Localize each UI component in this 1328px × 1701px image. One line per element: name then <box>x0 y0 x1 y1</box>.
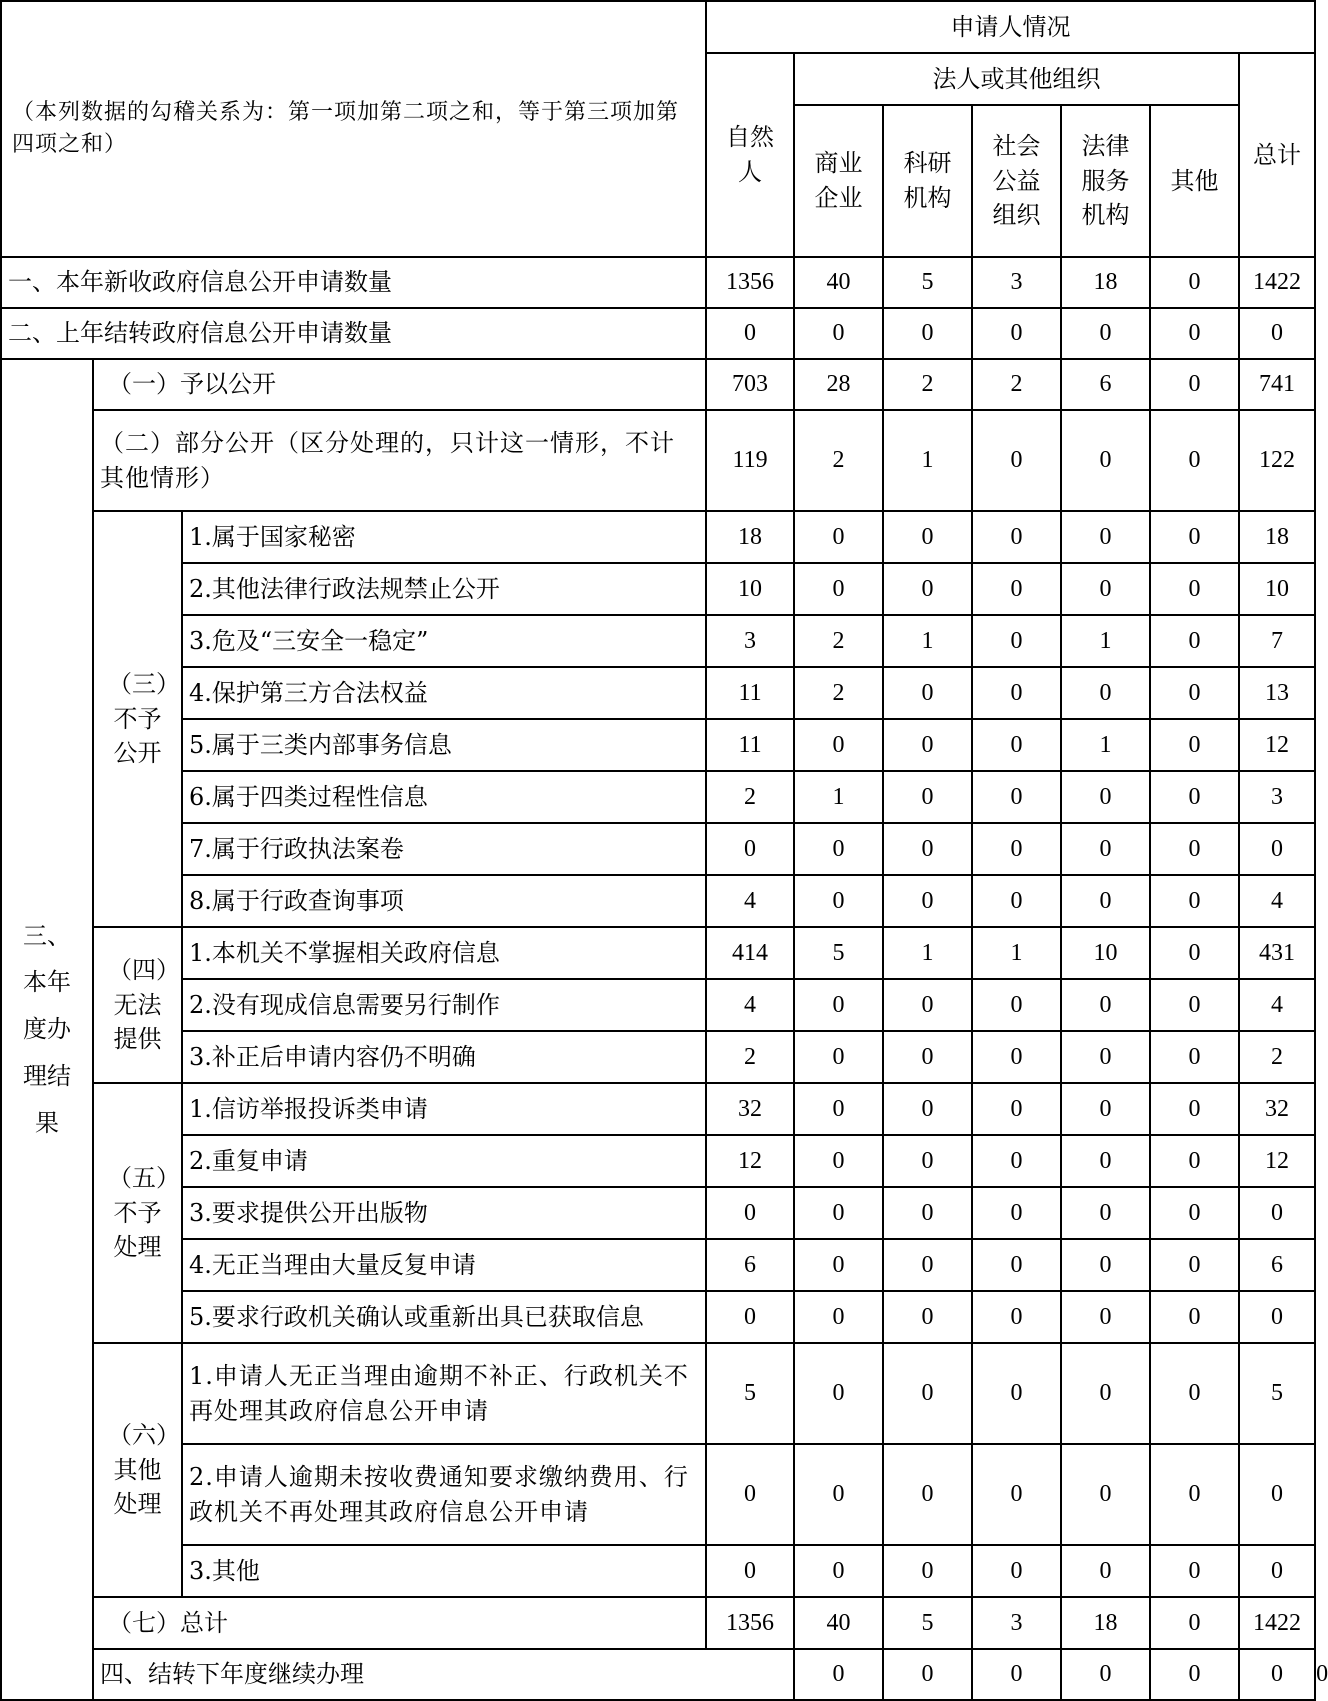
cell-natural: 119 <box>706 410 794 511</box>
row-label: 1.申请人无正当理由逾期不补正、行政机关不再处理其政府信息公开申请 <box>182 1343 706 1444</box>
cell-total: 4 <box>1239 979 1315 1031</box>
cell-commercial: 0 <box>794 719 883 771</box>
row-label: 二、上年结转政府信息公开申请数量 <box>1 308 706 359</box>
cell-social: 0 <box>972 823 1061 875</box>
cell-total: 0 <box>1239 1444 1315 1545</box>
cell-legal: 0 <box>1061 1545 1150 1597</box>
cell-social: 0 <box>972 719 1061 771</box>
cell-other: 0 <box>1150 979 1239 1031</box>
table-row <box>1 1343 1315 1444</box>
cell-social: 0 <box>972 1083 1061 1135</box>
cell-social: 0 <box>972 771 1061 823</box>
cell-total: 3 <box>1239 771 1315 823</box>
group-not-disclosed-label: （三）不予公开 <box>93 511 182 927</box>
cell-commercial: 0 <box>794 1444 883 1545</box>
table-row <box>1 359 1315 410</box>
table-row <box>1 719 1315 771</box>
header-legal-service: 法律服务机构 <box>1061 105 1150 257</box>
cell-social: 0 <box>972 1545 1061 1597</box>
row-label: 1.本机关不掌握相关政府信息 <box>182 927 706 979</box>
cell-other: 0 <box>1150 719 1239 771</box>
cell-other: 0 <box>1150 1545 1239 1597</box>
row-label: 2.申请人逾期未按收费通知要求缴纳费用、行政机关不再处理其政府信息公开申请 <box>182 1444 706 1545</box>
row-label: 6.属于四类过程性信息 <box>182 771 706 823</box>
cell-commercial: 0 <box>794 1545 883 1597</box>
cell-total: 6 <box>1239 1239 1315 1291</box>
header-other: 其他 <box>1150 105 1239 257</box>
table-row <box>1 1187 1315 1239</box>
cell-other: 0 <box>1150 410 1239 511</box>
cell-total: 7 <box>1239 615 1315 667</box>
cell-natural: 12 <box>706 1135 794 1187</box>
table-row <box>1 1545 1315 1597</box>
table-row <box>1 875 1315 927</box>
table-row <box>1 511 1315 563</box>
row-label: 4.无正当理由大量反复申请 <box>182 1239 706 1291</box>
cell-natural: 2 <box>706 771 794 823</box>
cell-legal: 10 <box>1061 927 1150 979</box>
table-row: 四、结转下年度继续办理 0 0 0 0 0 0 0 <box>1 1649 1315 1700</box>
cell-research: 0 <box>883 875 972 927</box>
cell-other: 0 <box>1150 1135 1239 1187</box>
cell-research: 0 <box>883 1187 972 1239</box>
cell-total: 0 <box>1239 1291 1315 1343</box>
cell-other: 0 <box>1150 771 1239 823</box>
cell-other: 0 <box>1150 1444 1239 1545</box>
cell-natural: 3 <box>706 615 794 667</box>
cell-research: 0 <box>883 1343 972 1444</box>
header-research: 科研机构 <box>883 105 972 257</box>
cell-social: 0 <box>972 563 1061 615</box>
row-label: 3.补正后申请内容仍不明确 <box>182 1031 706 1083</box>
cell-legal: 0 <box>1061 979 1150 1031</box>
row-label: 3.危及“三安全一稳定” <box>182 615 706 667</box>
cell-natural: 11 <box>706 667 794 719</box>
row-label: （七）总计 <box>93 1597 706 1649</box>
row-label: 5.属于三类内部事务信息 <box>182 719 706 771</box>
cell-commercial: 0 <box>794 1239 883 1291</box>
cell-commercial: 2 <box>794 667 883 719</box>
cell-total: 0 <box>1239 308 1315 359</box>
cell-social: 0 <box>972 1291 1061 1343</box>
cell-research: 0 <box>883 667 972 719</box>
cell-natural: 4 <box>706 979 794 1031</box>
cell-other: 0 <box>1150 823 1239 875</box>
cell-legal: 6 <box>1061 359 1150 410</box>
cell-commercial: 0 <box>794 1083 883 1135</box>
cell-legal: 18 <box>1061 257 1150 308</box>
cell-commercial: 2 <box>794 615 883 667</box>
table-row <box>1 1239 1315 1291</box>
cell-research: 0 <box>883 1444 972 1545</box>
cell-other: 0 <box>1150 1597 1239 1649</box>
cell-total: 122 <box>1239 410 1315 511</box>
cell-legal: 18 <box>1061 1597 1150 1649</box>
cell-natural: 703 <box>706 359 794 410</box>
cell-total: 32 <box>1239 1083 1315 1135</box>
cell-research: 1 <box>883 410 972 511</box>
cell-total: 5 <box>1239 1343 1315 1444</box>
row-label: 2.重复申请 <box>182 1135 706 1187</box>
cell-natural: 0 <box>706 308 794 359</box>
cell-commercial: 28 <box>794 359 883 410</box>
row-label: 2.没有现成信息需要另行制作 <box>182 979 706 1031</box>
cell-social: 0 <box>972 410 1061 511</box>
cell-legal: 0 <box>1061 1444 1150 1545</box>
cell-legal: 0 <box>1061 1187 1150 1239</box>
header-note: （本列数据的勾稽关系为：第一项加第二项之和，等于第三项加第四项之和） <box>1 1 706 257</box>
cell-total: 431 <box>1239 927 1315 979</box>
group-unable-label: （四）无法提供 <box>93 927 182 1083</box>
cell-total: 0 <box>1239 1545 1315 1597</box>
table-row <box>1 823 1315 875</box>
cell-commercial: 0 <box>794 979 883 1031</box>
cell-legal: 0 <box>1061 1343 1150 1444</box>
cell-legal: 0 <box>1061 1083 1150 1135</box>
cell-other: 0 <box>1150 359 1239 410</box>
cell-legal: 0 <box>1061 563 1150 615</box>
row-label: 1.信访举报投诉类申请 <box>182 1083 706 1135</box>
table-row <box>1 979 1315 1031</box>
cell-commercial: 0 <box>794 1187 883 1239</box>
row-label: 3.要求提供公开出版物 <box>182 1187 706 1239</box>
row-label: 5.要求行政机关确认或重新出具已获取信息 <box>182 1291 706 1343</box>
cell-commercial: 1 <box>794 771 883 823</box>
cell-natural: 414 <box>706 927 794 979</box>
row-label: 7.属于行政执法案卷 <box>182 823 706 875</box>
cell-other: 0 <box>1150 1187 1239 1239</box>
table-row <box>1 1135 1315 1187</box>
table-row <box>1 927 1315 979</box>
cell-research: 1 <box>883 927 972 979</box>
cell-other: 0 <box>1150 667 1239 719</box>
cell-other: 0 <box>1150 511 1239 563</box>
cell-natural: 0 <box>706 1187 794 1239</box>
cell-commercial: 5 <box>794 927 883 979</box>
cell-legal: 0 <box>1061 1291 1150 1343</box>
cell-social: 0 <box>1061 1649 1150 1700</box>
cell-total: 1422 <box>1239 1597 1315 1649</box>
cell-social: 0 <box>972 511 1061 563</box>
cell-commercial: 40 <box>794 257 883 308</box>
header-applicant-situation: 申请人情况 <box>706 1 1315 53</box>
cell-commercial: 0 <box>794 563 883 615</box>
cell-other: 0 <box>1150 615 1239 667</box>
cell-commercial: 0 <box>794 1291 883 1343</box>
cell-natural: 0 <box>706 1545 794 1597</box>
cell-social: 0 <box>972 1031 1061 1083</box>
cell-other: 0 <box>1150 1239 1239 1291</box>
cell-natural: 1356 <box>706 257 794 308</box>
cell-legal: 0 <box>1150 1649 1239 1700</box>
table-row <box>1 667 1315 719</box>
header-total: 总计 <box>1239 53 1315 257</box>
table-row <box>1 771 1315 823</box>
cell-legal: 0 <box>1061 1239 1150 1291</box>
cell-research: 1 <box>883 615 972 667</box>
cell-commercial: 0 <box>794 308 883 359</box>
cell-research: 0 <box>883 979 972 1031</box>
header-legal-group: 法人或其他组织 <box>794 53 1239 105</box>
cell-research: 2 <box>883 359 972 410</box>
cell-research: 5 <box>883 1597 972 1649</box>
cell-total: 1422 <box>1239 257 1315 308</box>
row-label: 四、结转下年度继续办理 <box>93 1649 794 1700</box>
cell-other: 0 <box>1150 257 1239 308</box>
cell-social: 0 <box>972 667 1061 719</box>
cell-social: 0 <box>972 1444 1061 1545</box>
table-row <box>1 615 1315 667</box>
cell-social: 0 <box>972 1343 1061 1444</box>
cell-commercial: 0 <box>883 1649 972 1700</box>
cell-research: 0 <box>883 1135 972 1187</box>
table-row <box>1 1083 1315 1135</box>
cell-research: 0 <box>883 1239 972 1291</box>
row-label: 一、本年新收政府信息公开申请数量 <box>1 257 706 308</box>
cell-total: 4 <box>1239 875 1315 927</box>
cell-natural: 11 <box>706 719 794 771</box>
table-row <box>1 257 1315 308</box>
cell-social: 0 <box>972 1135 1061 1187</box>
row-label: 8.属于行政查询事项 <box>182 875 706 927</box>
cell-research: 0 <box>883 823 972 875</box>
group-other-processing-label: （六）其他处理 <box>93 1343 182 1597</box>
cell-other: 0 <box>1150 563 1239 615</box>
row-label: 3.其他 <box>182 1545 706 1597</box>
cell-social: 0 <box>972 1239 1061 1291</box>
cell-research: 0 <box>883 1291 972 1343</box>
cell-legal: 0 <box>1061 771 1150 823</box>
cell-research: 0 <box>883 511 972 563</box>
cell-natural: 32 <box>706 1083 794 1135</box>
cell-other: 0 <box>1239 1649 1315 1700</box>
cell-total: 12 <box>1239 719 1315 771</box>
cell-commercial: 0 <box>794 875 883 927</box>
cell-total: 2 <box>1239 1031 1315 1083</box>
cell-legal: 0 <box>1061 308 1150 359</box>
cell-natural: 5 <box>706 1343 794 1444</box>
cell-research: 0 <box>883 1031 972 1083</box>
cell-total: 0 <box>1239 823 1315 875</box>
cell-commercial: 0 <box>794 1031 883 1083</box>
section-three-label: 三、本年度办理结果 <box>1 359 93 1700</box>
cell-legal: 1 <box>1061 719 1150 771</box>
cell-other: 0 <box>1150 308 1239 359</box>
cell-social: 0 <box>972 1187 1061 1239</box>
cell-natural: 0 <box>706 1444 794 1545</box>
cell-social: 0 <box>972 308 1061 359</box>
cell-legal: 0 <box>1061 1031 1150 1083</box>
row-label: 1.属于国家秘密 <box>182 511 706 563</box>
cell-social: 0 <box>972 875 1061 927</box>
table-row <box>1 1291 1315 1343</box>
cell-social: 3 <box>972 1597 1061 1649</box>
cell-other: 0 <box>1150 1343 1239 1444</box>
row-label: （二）部分公开（区分处理的，只计这一情形，不计其他情形） <box>93 410 706 511</box>
cell-social: 0 <box>972 979 1061 1031</box>
header-natural-person: 自然人 <box>706 53 794 257</box>
cell-social: 3 <box>972 257 1061 308</box>
row-label: （一）予以公开 <box>93 359 706 410</box>
cell-other: 0 <box>1150 1031 1239 1083</box>
cell-natural: 10 <box>706 563 794 615</box>
cell-commercial: 40 <box>794 1597 883 1649</box>
table-row <box>1 308 1315 359</box>
cell-research: 0 <box>972 1649 1061 1700</box>
cell-legal: 0 <box>1061 667 1150 719</box>
cell-commercial: 0 <box>794 1135 883 1187</box>
cell-research: 0 <box>883 1083 972 1135</box>
cell-legal: 0 <box>1061 823 1150 875</box>
cell-research: 0 <box>883 719 972 771</box>
cell-research: 0 <box>883 771 972 823</box>
cell-natural: 6 <box>706 1239 794 1291</box>
table-row <box>1 1031 1315 1083</box>
table-row <box>1 1444 1315 1545</box>
cell-social: 0 <box>972 615 1061 667</box>
header-commercial: 商业企业 <box>794 105 883 257</box>
cell-legal: 0 <box>1061 875 1150 927</box>
cell-other: 0 <box>1150 1083 1239 1135</box>
cell-legal: 1 <box>1061 615 1150 667</box>
row-label: 4.保护第三方合法权益 <box>182 667 706 719</box>
cell-social: 2 <box>972 359 1061 410</box>
row-label: 2.其他法律行政法规禁止公开 <box>182 563 706 615</box>
table-row <box>1 1597 1315 1649</box>
cell-research: 0 <box>883 1545 972 1597</box>
cell-total: 741 <box>1239 359 1315 410</box>
cell-social: 1 <box>972 927 1061 979</box>
cell-legal: 0 <box>1061 1135 1150 1187</box>
cell-total: 12 <box>1239 1135 1315 1187</box>
cell-other: 0 <box>1150 1291 1239 1343</box>
table-row <box>1 563 1315 615</box>
cell-commercial: 2 <box>794 410 883 511</box>
cell-natural: 0 <box>706 823 794 875</box>
cell-total: 0 <box>1239 1187 1315 1239</box>
table-row <box>1 410 1315 511</box>
cell-commercial: 0 <box>794 823 883 875</box>
cell-legal: 0 <box>1061 410 1150 511</box>
cell-natural: 4 <box>706 875 794 927</box>
cell-natural: 1356 <box>706 1597 794 1649</box>
cell-natural: 2 <box>706 1031 794 1083</box>
header-social: 社会公益组织 <box>972 105 1061 257</box>
cell-total: 13 <box>1239 667 1315 719</box>
cell-natural: 18 <box>706 511 794 563</box>
cell-natural: 0 <box>794 1649 883 1700</box>
cell-research: 0 <box>883 563 972 615</box>
cell-total: 10 <box>1239 563 1315 615</box>
group-not-processed-label: （五）不予处理 <box>93 1083 182 1343</box>
cell-legal: 0 <box>1061 511 1150 563</box>
cell-research: 0 <box>883 308 972 359</box>
cell-natural: 0 <box>706 1291 794 1343</box>
cell-total: 18 <box>1239 511 1315 563</box>
cell-other: 0 <box>1150 875 1239 927</box>
cell-other: 0 <box>1150 927 1239 979</box>
cell-research: 5 <box>883 257 972 308</box>
cell-commercial: 0 <box>794 1343 883 1444</box>
cell-commercial: 0 <box>794 511 883 563</box>
